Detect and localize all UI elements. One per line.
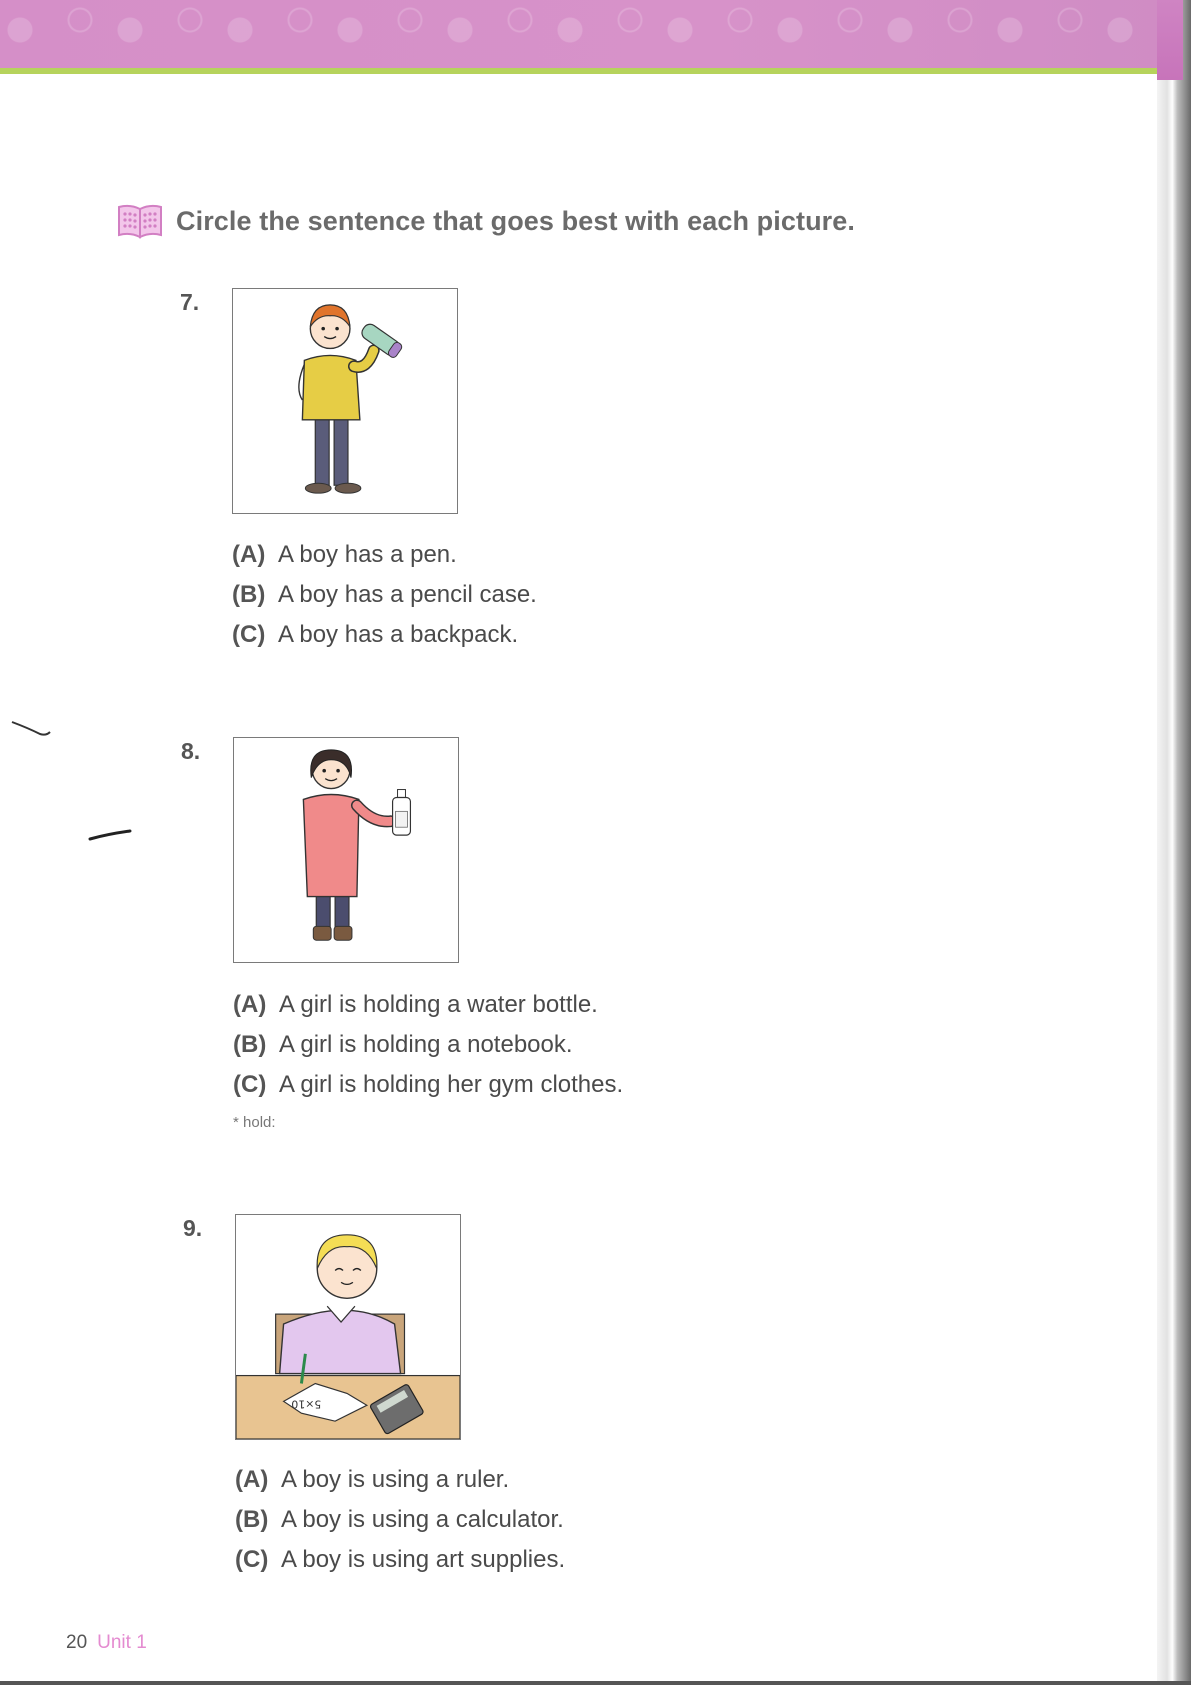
option-letter: (C) — [235, 1546, 269, 1573]
option-text: A boy is using art supplies. — [281, 1546, 566, 1573]
unit-label: Unit 1 — [97, 1632, 147, 1653]
option-letter: (C) — [232, 621, 266, 648]
option-c[interactable] — [233, 1071, 623, 1111]
book-spine-top — [1157, 0, 1183, 80]
option-b[interactable] — [235, 1506, 565, 1546]
picture-boy-pencil-case — [232, 288, 458, 514]
option-letter: (A) — [232, 541, 266, 568]
option-a[interactable] — [233, 991, 623, 1031]
pen-scratch-mark — [88, 828, 132, 842]
options-q8 — [233, 991, 623, 1111]
option-letter: (A) — [235, 1466, 269, 1493]
option-c[interactable] — [232, 621, 537, 661]
open-book-icon — [116, 201, 164, 241]
option-b[interactable] — [233, 1031, 623, 1071]
notebook-text: 5×10 — [291, 1397, 322, 1411]
question-number: 8. — [181, 738, 201, 764]
girl-holding-water-bottle-illustration — [234, 738, 458, 962]
option-letter: (C) — [233, 1071, 267, 1098]
option-text: A girl is holding a notebook. — [279, 1031, 573, 1058]
picture-girl-water-bottle — [233, 737, 459, 963]
picture-boy-calculator — [235, 1214, 461, 1440]
question-number: 9. — [183, 1215, 203, 1241]
option-text: A boy is using a calculator. — [281, 1506, 564, 1533]
boy-holding-pencil-case-illustration — [233, 289, 457, 513]
question-number: 7. — [180, 289, 200, 315]
header-band — [0, 0, 1191, 68]
vocab-note: * hold: — [233, 1114, 276, 1131]
options-q7 — [232, 541, 537, 661]
option-b[interactable] — [232, 581, 537, 621]
option-letter: (B) — [232, 581, 266, 608]
option-a[interactable] — [235, 1466, 565, 1506]
option-text: A girl is holding a water bottle. — [279, 991, 598, 1018]
option-text: A girl is holding her gym clothes. — [279, 1071, 624, 1098]
instruction-text: Circle the sentence that goes best with each picture. — [176, 205, 855, 236]
option-letter: (B) — [233, 1031, 267, 1058]
option-text: A boy is using a ruler. — [281, 1466, 510, 1493]
option-letter: (A) — [233, 991, 267, 1018]
header-stripe — [0, 68, 1162, 74]
option-letter: (B) — [235, 1506, 269, 1533]
options-q9 — [235, 1466, 565, 1586]
boy-using-calculator-illustration — [236, 1215, 460, 1439]
option-c[interactable] — [235, 1546, 565, 1586]
page-bottom-edge — [0, 1681, 1191, 1685]
instruction — [116, 201, 855, 241]
header-pattern — [0, 0, 1191, 68]
option-a[interactable] — [232, 541, 537, 581]
page-number: 20 — [66, 1632, 88, 1653]
page-footer — [66, 1632, 147, 1654]
book-spine-edge — [1157, 0, 1191, 1685]
option-text: A boy has a pen. — [278, 541, 457, 568]
option-text: A boy has a backpack. — [278, 621, 519, 648]
option-text: A boy has a pencil case. — [278, 581, 537, 608]
pen-scratch-mark — [10, 718, 52, 740]
